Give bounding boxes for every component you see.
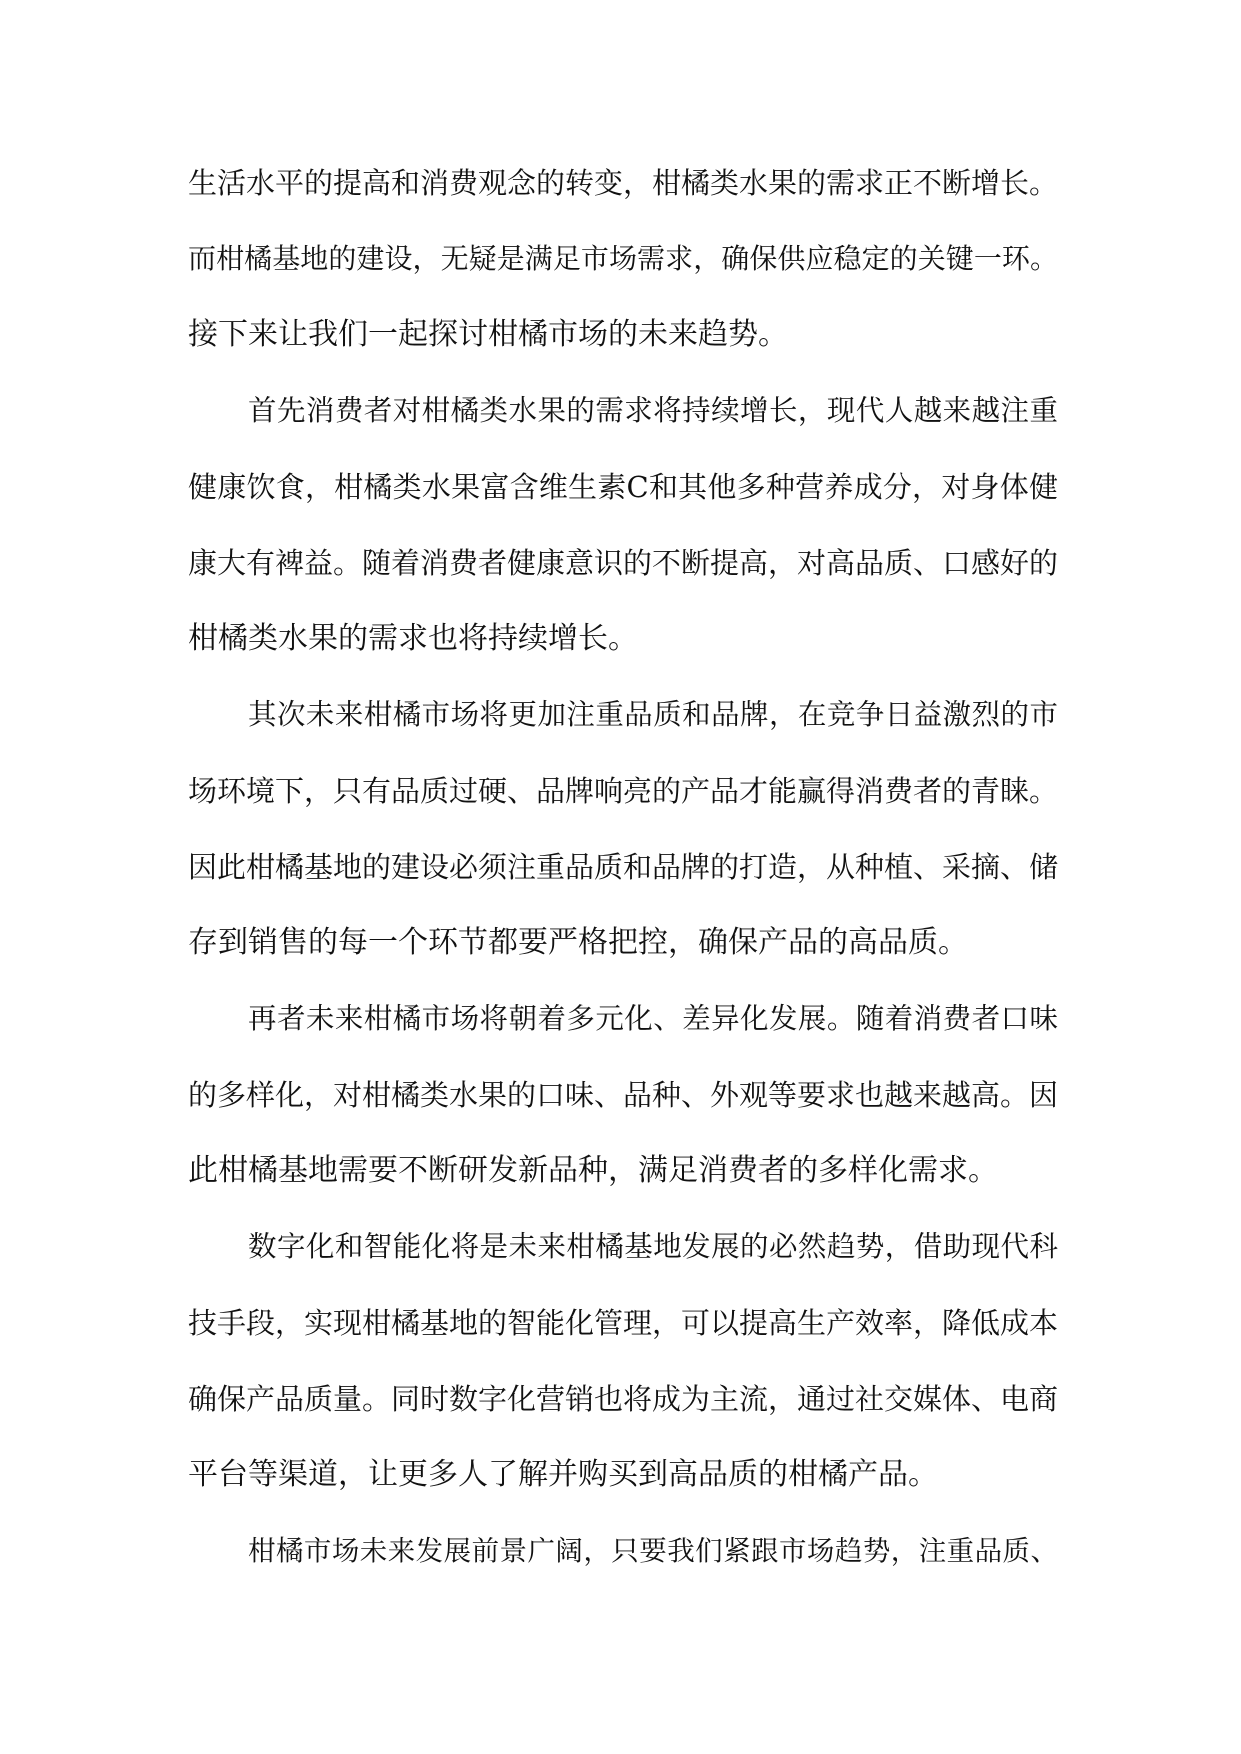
text-line: 接下来让我们一起探讨柑橘市场的未来趋势。 — [188, 317, 788, 352]
text-line: 存到销售的每一个环节都要严格把控，确保产品的高品质。 — [188, 925, 968, 960]
text-line: 技手段，实现柑橘基地的智能化管理，可以提高生产效率，降低成本 — [188, 1306, 1059, 1340]
paragraph-first-line: 其次未来柑橘市场将更加注重品质和品牌，在竞争日益激烈的市 — [248, 698, 1058, 731]
document-body — [188, 145, 1058, 1589]
paragraph-first-line: 柑橘市场未来发展前景广阔，只要我们紧跟市场趋势，注重品质、 — [248, 1535, 1058, 1567]
text-line: 康大有裨益。随着消费者健康意识的不断提高，对高品质、口感好的 — [188, 546, 1059, 580]
text-line: 生活水平的提高和消费观念的转变，柑橘类水果的需求正不断增长。 — [188, 166, 1059, 200]
text-line: 健康饮食，柑橘类水果富含维生素C和其他多种营养成分，对身体健 — [188, 470, 1058, 504]
text-line: 因此柑橘基地的建设必须注重品质和品牌的打造，从种植、采摘、储 — [188, 850, 1059, 884]
text-line: 确保产品质量。同时数字化营销也将成为主流，通过社交媒体、电商 — [188, 1382, 1059, 1416]
paragraph-first-line: 再者未来柑橘市场将朝着多元化、差异化发展。随着消费者口味 — [248, 1002, 1058, 1035]
text-line: 而柑橘基地的建设，无疑是满足市场需求，确保供应稳定的关键一环。 — [188, 242, 1058, 275]
paragraph-first-line: 首先消费者对柑橘类水果的需求将持续增长，现代人越来越注重 — [248, 394, 1058, 427]
text-line: 的多样化，对柑橘类水果的口味、品种、外观等要求也越来越高。因 — [188, 1078, 1059, 1112]
text-line: 柑橘类水果的需求也将持续增长。 — [188, 621, 638, 656]
text-line: 场环境下，只有品质过硬、品牌响亮的产品才能赢得消费者的青睐。 — [188, 774, 1059, 808]
text-line: 此柑橘基地需要不断研发新品种，满足消费者的多样化需求。 — [188, 1153, 998, 1188]
text-line: 平台等渠道，让更多人了解并购买到高品质的柑橘产品。 — [188, 1457, 938, 1492]
paragraph-first-line: 数字化和智能化将是未来柑橘基地发展的必然趋势，借助现代科 — [248, 1230, 1058, 1263]
